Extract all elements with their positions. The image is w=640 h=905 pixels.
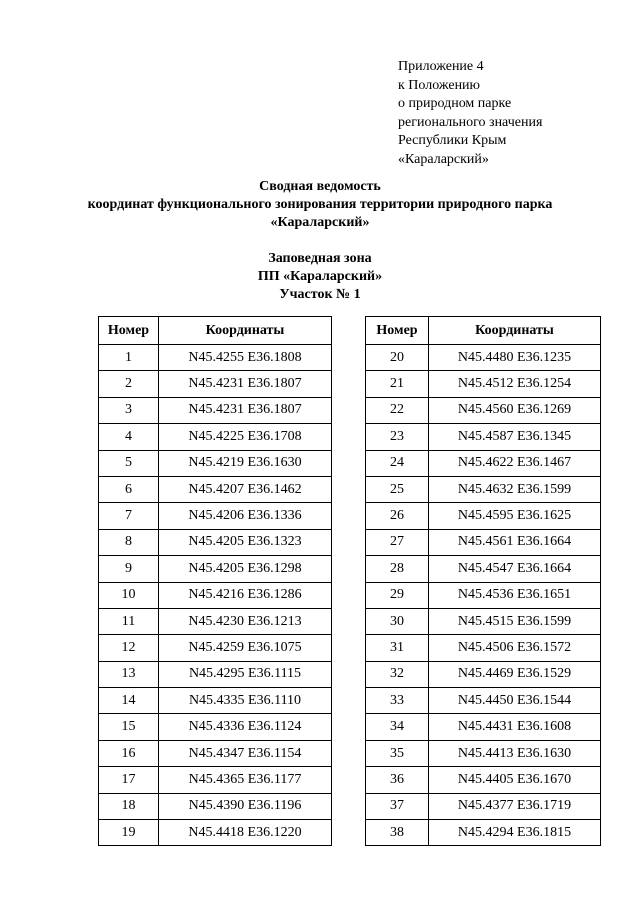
header-number: Номер bbox=[366, 317, 429, 345]
table-row bbox=[99, 476, 332, 502]
point-number: 7 bbox=[99, 503, 159, 529]
point-coordinates: N45.4216 E36.1286 bbox=[159, 582, 332, 608]
point-number: 26 bbox=[366, 503, 429, 529]
zone-heading bbox=[0, 250, 640, 304]
table-row bbox=[366, 397, 601, 423]
point-number: 13 bbox=[99, 661, 159, 687]
table-header-row bbox=[366, 317, 601, 345]
point-coordinates: N45.4206 E36.1336 bbox=[159, 503, 332, 529]
point-coordinates: N45.4225 E36.1708 bbox=[159, 424, 332, 450]
point-coordinates: N45.4418 E36.1220 bbox=[159, 820, 332, 846]
point-coordinates: N45.4450 E36.1544 bbox=[429, 688, 601, 714]
point-coordinates: N45.4547 E36.1664 bbox=[429, 556, 601, 582]
point-coordinates: N45.4231 E36.1807 bbox=[159, 397, 332, 423]
zone-line: Участок № 1 bbox=[279, 287, 361, 302]
table-row bbox=[99, 582, 332, 608]
point-coordinates: N45.4259 E36.1075 bbox=[159, 635, 332, 661]
point-number: 33 bbox=[366, 688, 429, 714]
table-row bbox=[366, 608, 601, 634]
table-row bbox=[99, 556, 332, 582]
point-number: 16 bbox=[99, 740, 159, 766]
point-number: 23 bbox=[366, 424, 429, 450]
point-coordinates: N45.4413 E36.1630 bbox=[429, 740, 601, 766]
title-line: «Караларский» bbox=[270, 215, 370, 230]
table-row bbox=[366, 529, 601, 555]
point-coordinates: N45.4469 E36.1529 bbox=[429, 661, 601, 687]
table-row bbox=[99, 635, 332, 661]
table-row bbox=[99, 450, 332, 476]
point-number: 6 bbox=[99, 476, 159, 502]
table-row bbox=[366, 556, 601, 582]
point-number: 29 bbox=[366, 582, 429, 608]
table-row bbox=[366, 371, 601, 397]
appendix-line: Приложение 4 bbox=[398, 59, 484, 74]
table-row bbox=[366, 582, 601, 608]
point-coordinates: N45.4335 E36.1110 bbox=[159, 688, 332, 714]
point-number: 5 bbox=[99, 450, 159, 476]
title-line: Сводная ведомость bbox=[259, 179, 381, 194]
point-number: 14 bbox=[99, 688, 159, 714]
appendix-line: Республики Крым bbox=[398, 133, 507, 149]
point-coordinates: N45.4480 E36.1235 bbox=[429, 345, 601, 371]
point-coordinates: N45.4512 E36.1254 bbox=[429, 371, 601, 397]
point-coordinates: N45.4219 E36.1630 bbox=[159, 450, 332, 476]
table-row bbox=[366, 740, 601, 766]
point-number: 3 bbox=[99, 397, 159, 423]
point-number: 17 bbox=[99, 767, 159, 793]
table-row bbox=[99, 714, 332, 740]
header-coordinates: Координаты bbox=[429, 317, 601, 345]
point-coordinates: N45.4405 E36.1670 bbox=[429, 767, 601, 793]
point-number: 31 bbox=[366, 635, 429, 661]
table-row bbox=[366, 635, 601, 661]
point-coordinates: N45.4255 E36.1808 bbox=[159, 345, 332, 371]
table-row bbox=[366, 424, 601, 450]
header-coordinates: Координаты bbox=[159, 317, 332, 345]
table-row bbox=[99, 767, 332, 793]
point-number: 30 bbox=[366, 608, 429, 634]
coordinates-table-left bbox=[98, 316, 332, 846]
coordinates-table-right bbox=[365, 316, 601, 846]
point-coordinates: N45.4377 E36.1719 bbox=[429, 793, 601, 819]
table-row bbox=[99, 371, 332, 397]
point-number: 19 bbox=[99, 820, 159, 846]
point-number: 15 bbox=[99, 714, 159, 740]
point-number: 12 bbox=[99, 635, 159, 661]
table-row bbox=[99, 688, 332, 714]
table-row bbox=[366, 793, 601, 819]
table-row bbox=[366, 661, 601, 687]
point-coordinates: N45.4595 E36.1625 bbox=[429, 503, 601, 529]
table-row bbox=[99, 740, 332, 766]
appendix-line: «Караларский» bbox=[398, 151, 489, 167]
point-coordinates: N45.4336 E36.1124 bbox=[159, 714, 332, 740]
table-row bbox=[99, 397, 332, 423]
point-number: 9 bbox=[99, 556, 159, 582]
table-row bbox=[366, 476, 601, 502]
point-coordinates: N45.4365 E36.1177 bbox=[159, 767, 332, 793]
point-number: 22 bbox=[366, 397, 429, 423]
point-number: 18 bbox=[99, 793, 159, 819]
appendix-line: о природном парке bbox=[398, 96, 512, 112]
table-row bbox=[99, 820, 332, 846]
point-number: 4 bbox=[99, 424, 159, 450]
point-number: 11 bbox=[99, 608, 159, 634]
table-row bbox=[99, 661, 332, 687]
point-number: 1 bbox=[99, 345, 159, 371]
document-title bbox=[0, 178, 640, 232]
point-number: 37 bbox=[366, 793, 429, 819]
table-row bbox=[99, 503, 332, 529]
table-row bbox=[366, 345, 601, 371]
point-coordinates: N45.4587 E36.1345 bbox=[429, 424, 601, 450]
point-coordinates: N45.4231 E36.1807 bbox=[159, 371, 332, 397]
point-coordinates: N45.4561 E36.1664 bbox=[429, 529, 601, 555]
point-number: 25 bbox=[366, 476, 429, 502]
point-coordinates: N45.4622 E36.1467 bbox=[429, 450, 601, 476]
table-row bbox=[99, 529, 332, 555]
table-header-row bbox=[99, 317, 332, 345]
point-number: 28 bbox=[366, 556, 429, 582]
point-coordinates: N45.4506 E36.1572 bbox=[429, 635, 601, 661]
point-number: 35 bbox=[366, 740, 429, 766]
table-row bbox=[366, 820, 601, 846]
point-number: 34 bbox=[366, 714, 429, 740]
point-coordinates: N45.4205 E36.1323 bbox=[159, 529, 332, 555]
point-number: 21 bbox=[366, 371, 429, 397]
point-coordinates: N45.4515 E36.1599 bbox=[429, 608, 601, 634]
table-row bbox=[99, 345, 332, 371]
point-coordinates: N45.4295 E36.1115 bbox=[159, 661, 332, 687]
point-coordinates: N45.4230 E36.1213 bbox=[159, 608, 332, 634]
table-row bbox=[366, 450, 601, 476]
point-number: 38 bbox=[366, 820, 429, 846]
point-number: 36 bbox=[366, 767, 429, 793]
table-row bbox=[99, 608, 332, 634]
point-coordinates: N45.4390 E36.1196 bbox=[159, 793, 332, 819]
point-coordinates: N45.4536 E36.1651 bbox=[429, 582, 601, 608]
table-row bbox=[99, 793, 332, 819]
point-coordinates: N45.4632 E36.1599 bbox=[429, 476, 601, 502]
table-row bbox=[366, 688, 601, 714]
appendix-note bbox=[398, 58, 542, 170]
header-number: Номер bbox=[99, 317, 159, 345]
table-row bbox=[366, 714, 601, 740]
point-number: 24 bbox=[366, 450, 429, 476]
point-coordinates: N45.4294 E36.1815 bbox=[429, 820, 601, 846]
appendix-line: к Положению bbox=[398, 77, 481, 93]
title-line: координат функционального зонирования территории природного парка bbox=[87, 197, 553, 212]
point-number: 2 bbox=[99, 371, 159, 397]
point-number: 27 bbox=[366, 529, 429, 555]
point-number: 8 bbox=[99, 529, 159, 555]
point-coordinates: N45.4205 E36.1298 bbox=[159, 556, 332, 582]
point-coordinates: N45.4560 E36.1269 bbox=[429, 397, 601, 423]
appendix-line: регионального значения bbox=[398, 114, 543, 130]
point-coordinates: N45.4431 E36.1608 bbox=[429, 714, 601, 740]
point-number: 20 bbox=[366, 345, 429, 371]
point-number: 10 bbox=[99, 582, 159, 608]
table-row bbox=[99, 424, 332, 450]
zone-line: ПП «Караларский» bbox=[257, 269, 383, 284]
zone-line: Заповедная зона bbox=[268, 251, 372, 266]
point-coordinates: N45.4207 E36.1462 bbox=[159, 476, 332, 502]
table-row bbox=[366, 503, 601, 529]
point-coordinates: N45.4347 E36.1154 bbox=[159, 740, 332, 766]
table-row bbox=[366, 767, 601, 793]
point-number: 32 bbox=[366, 661, 429, 687]
